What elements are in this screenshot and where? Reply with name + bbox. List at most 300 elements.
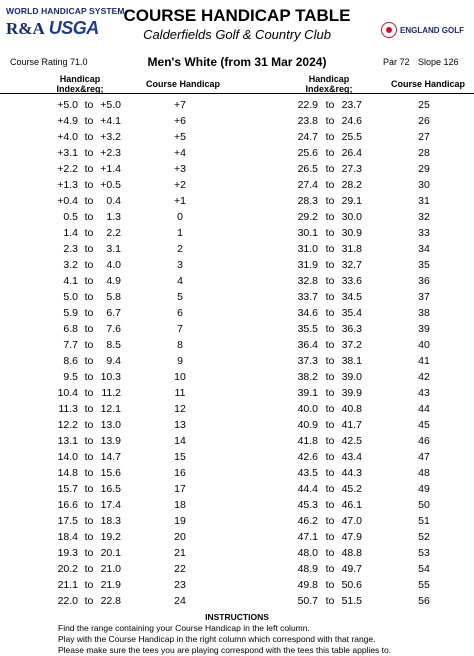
range-separator: to <box>325 403 335 415</box>
handicap-index-low: 6.8 <box>63 323 78 335</box>
handicap-index-high: +0.5 <box>100 179 121 191</box>
table-row <box>237 433 474 449</box>
handicap-index-high: 45.2 <box>341 483 362 495</box>
handicap-index-high: 37.2 <box>341 339 362 351</box>
instruction-line: Find the range containing your Course Handicap in the left column. <box>58 623 310 633</box>
handicap-index-low: +0.4 <box>57 195 78 207</box>
course-handicap-value: 56 <box>418 595 430 607</box>
handicap-index-high: 18.3 <box>100 515 121 527</box>
handicap-index-high: +5.0 <box>100 99 121 111</box>
handicap-index-low: 5.9 <box>63 307 78 319</box>
course-handicap-value: 13 <box>174 419 186 431</box>
course-handicap-value: 27 <box>418 131 430 143</box>
range-separator: to <box>84 467 94 479</box>
header-handicap-index-left: Handicap Index&reg; <box>56 74 104 94</box>
range-separator: to <box>325 531 335 543</box>
course-handicap-value: +7 <box>174 99 186 111</box>
course-handicap-value: 54 <box>418 563 430 575</box>
handicap-index-low: +1.3 <box>57 179 78 191</box>
handicap-index-high: 31.8 <box>341 243 362 255</box>
range-separator: to <box>325 243 335 255</box>
course-handicap-value: 25 <box>418 99 430 111</box>
handicap-index-high: 7.6 <box>106 323 121 335</box>
table-right-column <box>237 97 474 609</box>
course-handicap-value: 4 <box>177 275 183 287</box>
handicap-index-high: 9.4 <box>106 355 121 367</box>
handicap-index-low: 46.2 <box>297 515 318 527</box>
handicap-index-low: 29.2 <box>297 211 318 223</box>
table-row <box>237 545 474 561</box>
handicap-index-high: 49.7 <box>341 563 362 575</box>
handicap-index-high: 38.1 <box>341 355 362 367</box>
table-row <box>0 449 237 465</box>
handicap-index-low: 48.0 <box>297 547 318 559</box>
course-handicap-value: 26 <box>418 115 430 127</box>
info-row <box>0 55 474 71</box>
handicap-index-high: 16.5 <box>100 483 121 495</box>
handicap-index-high: 48.8 <box>341 547 362 559</box>
course-handicap-value: 29 <box>418 163 430 175</box>
table-row <box>0 577 237 593</box>
handicap-index-low: 36.4 <box>297 339 318 351</box>
handicap-index-high: 34.5 <box>341 291 362 303</box>
table-left-column <box>0 97 237 609</box>
handicap-index-high: 32.7 <box>341 259 362 271</box>
handicap-index-high: 1.3 <box>106 211 121 223</box>
handicap-index-low: 22.0 <box>57 595 78 607</box>
range-separator: to <box>84 259 94 271</box>
course-handicap-value: 50 <box>418 499 430 511</box>
range-separator: to <box>84 195 94 207</box>
table-row <box>0 209 237 225</box>
table-row <box>237 289 474 305</box>
table-row <box>0 497 237 513</box>
course-handicap-value: 24 <box>174 595 186 607</box>
handicap-index-high: 27.3 <box>341 163 362 175</box>
table-row <box>237 161 474 177</box>
range-separator: to <box>84 291 94 303</box>
handicap-index-low: 11.3 <box>58 403 78 415</box>
range-separator: to <box>84 99 94 111</box>
course-handicap-value: 1 <box>177 227 183 239</box>
range-separator: to <box>84 403 94 415</box>
table-row <box>0 353 237 369</box>
table-row <box>0 433 237 449</box>
handicap-index-low: 35.5 <box>297 323 318 335</box>
handicap-index-low: 44.4 <box>297 483 318 495</box>
course-handicap-value: 8 <box>177 339 183 351</box>
handicap-index-high: 11.2 <box>101 387 121 399</box>
whs-logo-text: WORLD HANDICAP SYSTEM <box>6 6 125 16</box>
table-row <box>0 177 237 193</box>
handicap-index-low: 32.8 <box>297 275 318 287</box>
course-handicap-value: +2 <box>174 179 186 191</box>
course-handicap-value: 11 <box>174 387 186 399</box>
handicap-index-high: 0.4 <box>106 195 121 207</box>
handicap-index-high: 41.7 <box>341 419 362 431</box>
range-separator: to <box>84 563 94 575</box>
handicap-index-high: 50.6 <box>341 579 362 591</box>
tee-title: Men's White (from 31 Mar 2024) <box>147 55 327 69</box>
handicap-index-high: 13.0 <box>100 419 121 431</box>
handicap-index-high: 19.2 <box>100 531 121 543</box>
range-separator: to <box>84 115 94 127</box>
handicap-index-high: 39.9 <box>341 387 362 399</box>
handicap-index-low: 7.7 <box>63 339 78 351</box>
range-separator: to <box>325 355 335 367</box>
handicap-index-high: 47.0 <box>341 515 362 527</box>
handicap-index-high: +3.2 <box>100 131 121 143</box>
handicap-index-low: 5.0 <box>63 291 78 303</box>
range-separator: to <box>325 323 335 335</box>
handicap-index-high: 13.9 <box>100 435 121 447</box>
table-row <box>237 305 474 321</box>
table-row <box>0 545 237 561</box>
handicap-index-low: 40.9 <box>297 419 318 431</box>
column-headers <box>0 74 474 94</box>
handicap-index-low: 22.9 <box>297 99 318 111</box>
table-row <box>237 129 474 145</box>
handicap-index-low: 13.1 <box>57 435 78 447</box>
handicap-index-low: 15.7 <box>57 483 78 495</box>
range-separator: to <box>325 419 335 431</box>
range-separator: to <box>325 291 335 303</box>
course-handicap-value: 5 <box>177 291 183 303</box>
handicap-index-high: 43.4 <box>341 451 362 463</box>
handicap-index-high: 14.7 <box>100 451 121 463</box>
header-divider <box>0 93 474 94</box>
course-handicap-value: 2 <box>177 243 183 255</box>
handicap-index-low: 8.6 <box>63 355 78 367</box>
range-separator: to <box>325 163 335 175</box>
table-row <box>0 321 237 337</box>
handicap-index-high: 21.9 <box>100 579 121 591</box>
course-handicap-value: 0 <box>177 211 183 223</box>
handicap-index-low: 47.1 <box>297 531 318 543</box>
table-row <box>237 529 474 545</box>
table-row <box>0 529 237 545</box>
course-handicap-value: 46 <box>418 435 430 447</box>
handicap-index-low: 34.6 <box>297 307 318 319</box>
range-separator: to <box>84 307 94 319</box>
handicap-index-high: 22.8 <box>100 595 121 607</box>
slope: Slope 126 <box>418 57 459 67</box>
range-separator: to <box>325 307 335 319</box>
table-row <box>0 161 237 177</box>
table-row <box>0 225 237 241</box>
table-row <box>0 337 237 353</box>
handicap-index-high: 21.0 <box>100 563 121 575</box>
course-handicap-value: 51 <box>418 515 430 527</box>
handicap-index-high: 15.6 <box>100 467 121 479</box>
handicap-index-high: 47.9 <box>341 531 362 543</box>
table-row <box>237 593 474 609</box>
handicap-index-low: 41.8 <box>297 435 318 447</box>
handicap-index-low: 3.2 <box>63 259 78 271</box>
handicap-index-high: 4.9 <box>106 275 121 287</box>
handicap-index-low: 18.4 <box>57 531 78 543</box>
range-separator: to <box>84 179 94 191</box>
table-row <box>237 385 474 401</box>
handicap-index-low: 37.3 <box>297 355 318 367</box>
course-handicap-value: 9 <box>177 355 183 367</box>
handicap-index-high: 20.1 <box>100 547 121 559</box>
course-handicap-value: 43 <box>418 387 430 399</box>
handicap-index-high: 28.2 <box>341 179 362 191</box>
table-row <box>0 289 237 305</box>
handicap-index-low: 12.2 <box>57 419 78 431</box>
course-handicap-value: 48 <box>418 467 430 479</box>
course-handicap-value: 53 <box>418 547 430 559</box>
range-separator: to <box>84 499 94 511</box>
handicap-index-high: 51.5 <box>341 595 362 607</box>
england-golf-text: ENGLAND GOLF <box>400 25 464 35</box>
handicap-index-low: 33.7 <box>297 291 318 303</box>
table-row <box>0 417 237 433</box>
course-handicap-value: 40 <box>418 339 430 351</box>
handicap-index-high: 4.0 <box>106 259 121 271</box>
course-handicap-value: 33 <box>418 227 430 239</box>
table-row <box>0 305 237 321</box>
handicap-index-high: 24.6 <box>341 115 362 127</box>
table-row <box>0 481 237 497</box>
range-separator: to <box>325 483 335 495</box>
table-row <box>0 593 237 609</box>
handicap-index-low: 50.7 <box>297 595 318 607</box>
range-separator: to <box>325 435 335 447</box>
table-row <box>237 481 474 497</box>
range-separator: to <box>84 227 94 239</box>
course-handicap-value: 41 <box>418 355 430 367</box>
course-handicap-value: +6 <box>174 115 186 127</box>
range-separator: to <box>325 595 335 607</box>
course-handicap-value: 23 <box>174 579 186 591</box>
range-separator: to <box>325 387 335 399</box>
header-course-handicap-right: Course Handicap <box>390 79 466 89</box>
handicap-index-low: 24.7 <box>297 131 318 143</box>
course-handicap-value: 38 <box>418 307 430 319</box>
handicap-index-low: 48.9 <box>297 563 318 575</box>
range-separator: to <box>325 259 335 271</box>
table-row <box>237 337 474 353</box>
handicap-index-high: 44.3 <box>341 467 362 479</box>
course-handicap-value: 19 <box>174 515 186 527</box>
handicap-index-low: 30.1 <box>297 227 318 239</box>
course-handicap-value: 15 <box>174 451 186 463</box>
range-separator: to <box>84 547 94 559</box>
course-handicap-value: 42 <box>418 371 430 383</box>
course-handicap-value: 22 <box>174 563 186 575</box>
course-handicap-value: 18 <box>174 499 186 511</box>
table-row <box>0 257 237 273</box>
handicap-index-low: 14.8 <box>57 467 78 479</box>
handicap-index-high: +2.3 <box>100 147 121 159</box>
range-separator: to <box>325 131 335 143</box>
course-handicap-value: +4 <box>174 147 186 159</box>
range-separator: to <box>325 211 335 223</box>
course-handicap-value: 30 <box>418 179 430 191</box>
handicap-index-high: 29.1 <box>341 195 362 207</box>
course-handicap-value: +3 <box>174 163 186 175</box>
table-row <box>237 449 474 465</box>
range-separator: to <box>325 563 335 575</box>
table-row <box>237 193 474 209</box>
handicap-index-low: 27.4 <box>297 179 318 191</box>
course-handicap-value: 6 <box>177 307 183 319</box>
handicap-index-low: 28.3 <box>297 195 318 207</box>
range-separator: to <box>84 483 94 495</box>
handicap-index-low: +3.1 <box>57 147 78 159</box>
table-row <box>237 241 474 257</box>
course-handicap-value: 17 <box>174 483 186 495</box>
course-handicap-value: 39 <box>418 323 430 335</box>
range-separator: to <box>84 451 94 463</box>
page-title: COURSE HANDICAP TABLE <box>123 6 351 25</box>
course-rating: Course Rating 71.0 <box>10 57 88 67</box>
range-separator: to <box>325 99 335 111</box>
course-handicap-value: 28 <box>418 147 430 159</box>
range-separator: to <box>325 515 335 527</box>
club-name: Calderfields Golf & Country Club <box>143 27 331 42</box>
instructions <box>0 612 474 656</box>
range-separator: to <box>84 355 94 367</box>
range-separator: to <box>325 547 335 559</box>
handicap-index-low: 45.3 <box>297 499 318 511</box>
table-row <box>237 513 474 529</box>
table-row <box>237 273 474 289</box>
course-handicap-value: 32 <box>418 211 430 223</box>
range-separator: to <box>84 579 94 591</box>
table-row <box>0 513 237 529</box>
england-golf-roundel-icon <box>381 22 397 38</box>
table-row <box>0 465 237 481</box>
course-handicap-value: 20 <box>174 531 186 543</box>
range-separator: to <box>325 195 335 207</box>
par: Par 72 <box>383 57 410 67</box>
table-row <box>237 577 474 593</box>
course-handicap-value: 7 <box>177 323 183 335</box>
table-row <box>0 193 237 209</box>
table-row <box>0 97 237 113</box>
table-row <box>0 113 237 129</box>
range-separator: to <box>325 179 335 191</box>
handicap-index-low: 1.4 <box>63 227 78 239</box>
handicap-index-low: 19.3 <box>57 547 78 559</box>
instruction-line: Please make sure the tees you are playing correspond with the tees this table applies to. <box>58 645 392 655</box>
table-row <box>237 353 474 369</box>
course-handicap-value: +5 <box>174 131 186 143</box>
handicap-index-high: 26.4 <box>341 147 362 159</box>
range-separator: to <box>84 243 94 255</box>
handicap-index-high: 30.0 <box>341 211 362 223</box>
range-separator: to <box>84 163 94 175</box>
range-separator: to <box>84 435 94 447</box>
handicap-index-high: 3.1 <box>106 243 121 255</box>
range-separator: to <box>325 147 335 159</box>
course-handicap-value: 45 <box>418 419 430 431</box>
handicap-index-low: +5.0 <box>57 99 78 111</box>
range-separator: to <box>84 131 94 143</box>
handicap-index-low: 16.6 <box>57 499 78 511</box>
range-separator: to <box>325 115 335 127</box>
range-separator: to <box>325 339 335 351</box>
table-row <box>237 321 474 337</box>
range-separator: to <box>84 339 94 351</box>
handicap-index-low: 4.1 <box>63 275 78 287</box>
handicap-index-low: 25.6 <box>297 147 318 159</box>
range-separator: to <box>84 595 94 607</box>
handicap-index-low: 9.5 <box>63 371 78 383</box>
range-separator: to <box>84 419 94 431</box>
range-separator: to <box>325 467 335 479</box>
table-row <box>0 241 237 257</box>
handicap-index-high: 17.4 <box>100 499 121 511</box>
course-handicap-value: 12 <box>174 403 186 415</box>
course-handicap-value: +1 <box>174 195 186 207</box>
handicap-index-low: 10.4 <box>57 387 78 399</box>
range-separator: to <box>325 275 335 287</box>
range-separator: to <box>84 387 94 399</box>
table-row <box>0 129 237 145</box>
handicap-index-high: 12.1 <box>100 403 121 415</box>
range-separator: to <box>84 147 94 159</box>
handicap-index-low: 49.8 <box>297 579 318 591</box>
handicap-index-high: 5.8 <box>106 291 121 303</box>
range-separator: to <box>84 211 94 223</box>
header-course-handicap-left: Course Handicap <box>145 79 221 89</box>
table-row <box>0 385 237 401</box>
handicap-index-low: 42.6 <box>297 451 318 463</box>
handicap-index-high: 33.6 <box>341 275 362 287</box>
range-separator: to <box>84 515 94 527</box>
table-row <box>237 177 474 193</box>
handicap-index-high: +1.4 <box>100 163 121 175</box>
range-separator: to <box>325 227 335 239</box>
course-handicap-value: 14 <box>174 435 186 447</box>
course-handicap-value: 31 <box>418 195 430 207</box>
range-separator: to <box>325 451 335 463</box>
england-golf-logo <box>381 22 464 38</box>
handicap-index-low: 31.9 <box>297 259 318 271</box>
table-row <box>237 401 474 417</box>
instructions-title: INSTRUCTIONS <box>205 612 269 622</box>
handicap-index-low: 17.5 <box>57 515 78 527</box>
handicap-index-high: 2.2 <box>106 227 121 239</box>
table-row <box>237 465 474 481</box>
handicap-index-low: 39.1 <box>297 387 318 399</box>
table-row <box>237 225 474 241</box>
range-separator: to <box>325 579 335 591</box>
course-handicap-value: 37 <box>418 291 430 303</box>
handicap-index-low: +2.2 <box>57 163 78 175</box>
handicap-index-low: +4.9 <box>57 115 78 127</box>
course-handicap-value: 47 <box>418 451 430 463</box>
table-row <box>237 209 474 225</box>
course-handicap-value: 3 <box>177 259 183 271</box>
handicap-index-low: 43.5 <box>297 467 318 479</box>
course-handicap-value: 21 <box>174 547 186 559</box>
table-row <box>0 561 237 577</box>
handicap-index-high: 39.0 <box>341 371 362 383</box>
handicap-index-low: 20.2 <box>57 563 78 575</box>
table-row <box>0 273 237 289</box>
table-row <box>237 257 474 273</box>
range-separator: to <box>84 323 94 335</box>
handicap-index-high: 30.9 <box>341 227 362 239</box>
handicap-index-low: 21.1 <box>57 579 78 591</box>
course-handicap-value: 55 <box>418 579 430 591</box>
handicap-index-high: 42.5 <box>341 435 362 447</box>
